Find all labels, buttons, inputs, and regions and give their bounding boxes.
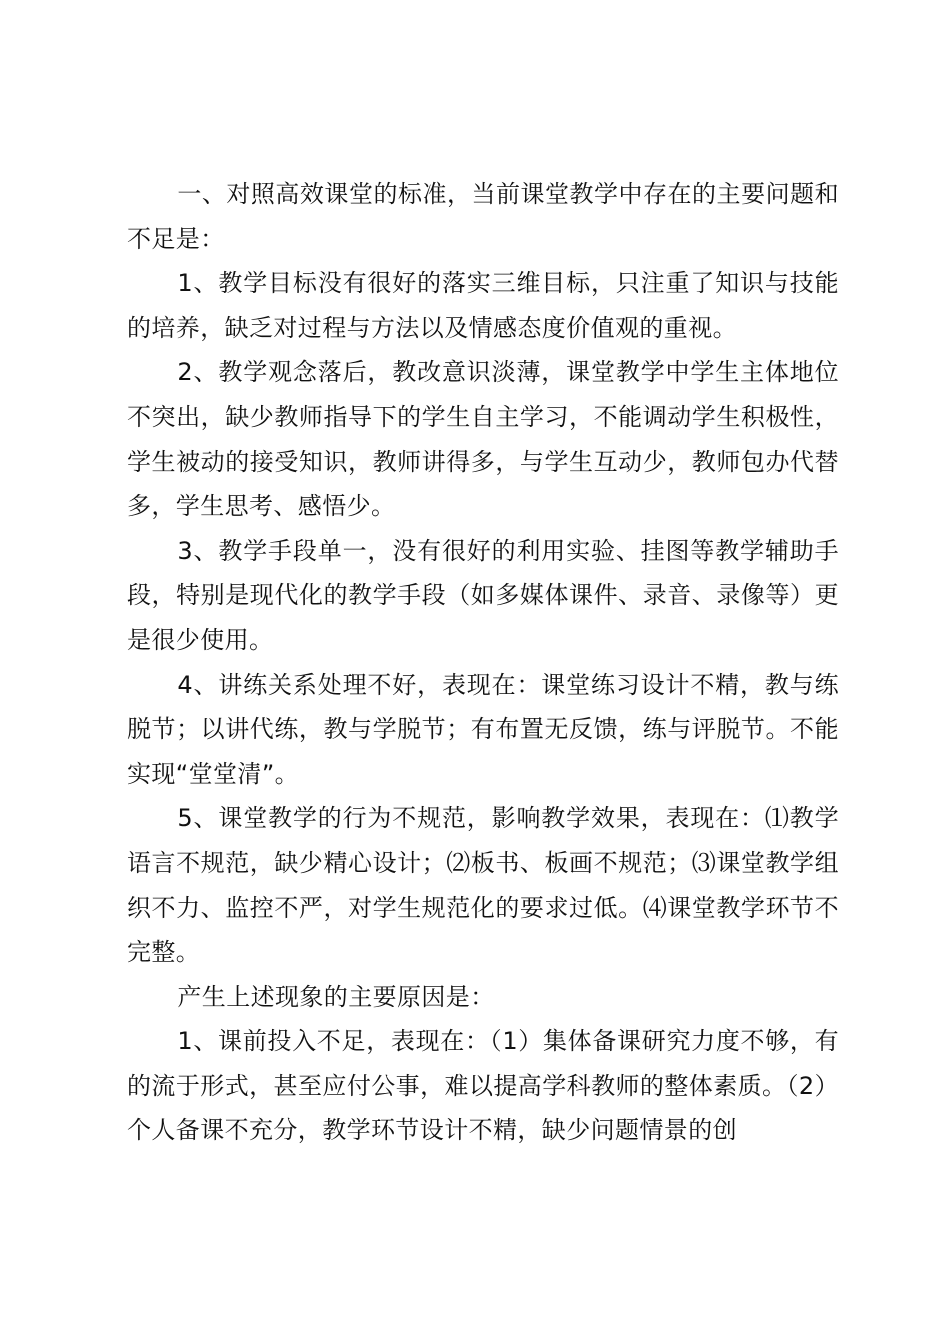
paragraph-problem-4: 4、讲练关系处理不好，表现在：课堂练习设计不精，教与练脱节；以讲代练，教与学脱节；有布置无反馈，练与评脱节。不能实现“堂堂清”。 [127, 670, 839, 788]
paragraph-cause-1: 1、课前投入不足，表现在：（1）集体备课研究力度不够，有的流于形式，甚至应付公事，难以提高学科教师的整体素质。（2）个人备课不充分，教学环节设计不精，缺少问题情景的创 [127, 1027, 839, 1145]
paragraph-problem-2: 2、教学观念落后，教改意识淡薄，课堂教学中学生主体地位不突出，缺少教师指导下的学生自主学习，不能调动学生积极性，学生被动的接受知识，教师讲得多，与学生互动少，教师包办代替多，学生思考、感悟少。 [127, 358, 839, 521]
paragraph-problem-1: 1、教学目标没有很好的落实三维目标，只注重了知识与技能的培养，缺乏对过程与方法以及情感态度价值观的重视。 [127, 269, 839, 342]
document-body [127, 172, 839, 1153]
paragraph-problem-5: 5、课堂教学的行为不规范，影响教学效果，表现在：⑴教学语言不规范，缺少精心设计；⑵板书、板画不规范；⑶课堂教学组织不力、监控不严，对学生规范化的要求过低。⑷课堂教学环节不完整。 [127, 804, 839, 967]
paragraph-causes-heading: 产生上述现象的主要原因是： [177, 982, 495, 1011]
paragraph-problem-3: 3、教学手段单一，没有很好的利用实验、挂图等教学辅助手段，特别是现代化的教学手段（如多媒体课件、录音、录像等）更是很少使用。 [127, 536, 839, 654]
paragraph-section-heading: 一、对照高效课堂的标准，当前课堂教学中存在的主要问题和不足是： [127, 180, 839, 253]
